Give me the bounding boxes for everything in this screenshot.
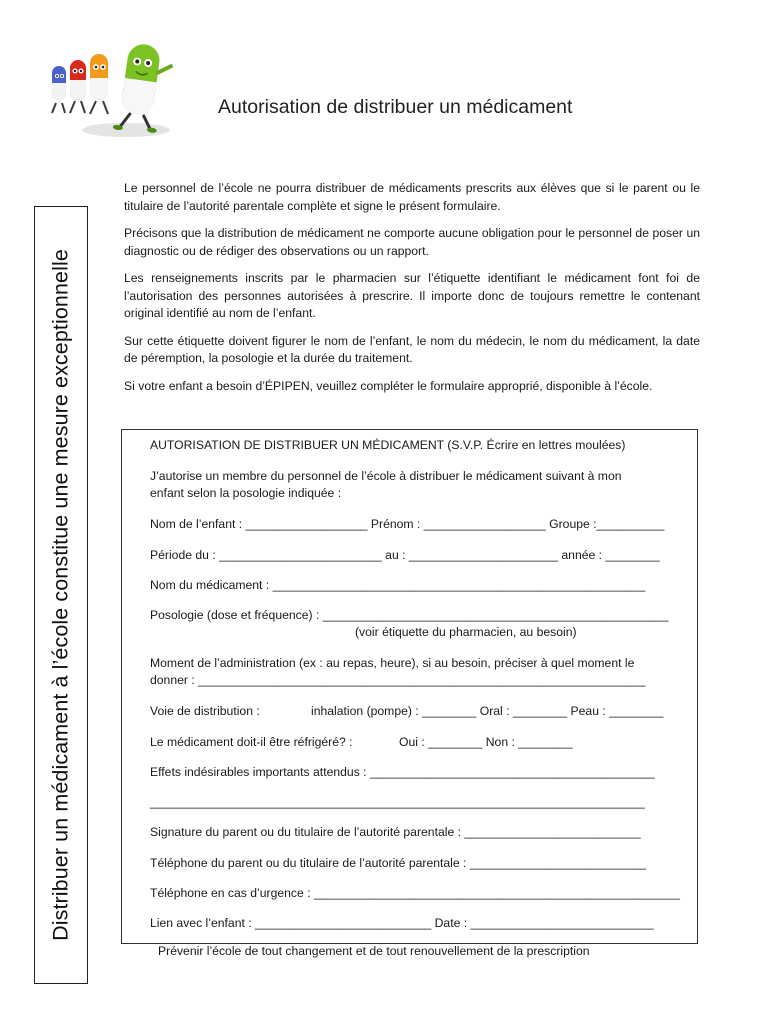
footer-note: Prévenir l’école de tout changement et de tout renouvellement de la prescription xyxy=(158,944,590,958)
pill-characters-logo-image xyxy=(44,40,184,140)
child-name-field[interactable]: Nom de l’enfant : __________________ Prénom : __________________ Groupe :__________ xyxy=(150,517,665,531)
intro-paragraph: Précisons que la distribution de médicament ne comporte aucune obligation pour le personnel de poser un diagnostic ou de rédiger des observations ou un rapport. xyxy=(124,226,700,258)
parent-signature-field[interactable]: Signature du parent ou du titulaire de l’autorité parentale : __________________________ xyxy=(150,825,641,839)
refrigeration-options-field[interactable]: Oui : ________ Non : ________ xyxy=(399,735,573,749)
side-effects-field[interactable]: Effets indésirables importants attendus : __________________________________________ xyxy=(150,765,655,779)
period-field[interactable]: Période du : ________________________ au : ______________________ année : ________ xyxy=(150,548,660,562)
administration-moment-label: Moment de l’administration (ex : au repas, heure), si au besoin, préciser à quel moment le xyxy=(150,656,635,670)
administration-moment-field[interactable]: donner : __________________________________________________________________ xyxy=(150,673,646,687)
page-title: Autorisation de distribuer un médicament xyxy=(218,96,573,118)
relation-date-field[interactable]: Lien avec l’enfant : __________________________ Date : ___________________________ xyxy=(150,916,654,930)
vertical-banner-text: Distribuer un médicament à l’école constitue une mesure exceptionnelle xyxy=(48,249,73,941)
route-label: Voie de distribution : xyxy=(150,704,260,718)
emergency-phone-field[interactable]: Téléphone en cas d’urgence : ______________________________________________________ xyxy=(150,886,680,900)
intro-paragraph: Les renseignements inscrits par le pharmacien sur l’étiquette identifiant le médicament font foi de l’autorisation des personnes autorisées à prescrire. Il importe donc de toujours remettre le contenant original identifié au nom de l’enfant. xyxy=(124,271,700,320)
side-effects-field-continued[interactable]: _________________________________________________________________________ xyxy=(150,795,645,809)
medication-name-field[interactable]: Nom du médicament : _______________________________________________________ xyxy=(150,578,646,592)
dosage-note: (voir étiquette du pharmacien, au besoin) xyxy=(355,625,577,639)
parent-phone-field[interactable]: Téléphone du parent ou du titulaire de l’autorité parentale : __________________________ xyxy=(150,856,647,870)
intro-paragraph: Si votre enfant a besoin d’ÉPIPEN, veuillez compléter le formulaire approprié, disponible à l’école. xyxy=(124,378,653,393)
consent-text-line: enfant selon la posologie indiquée : xyxy=(150,486,342,500)
intro-paragraph: Le personnel de l’école ne pourra distribuer de médicaments prescrits aux élèves que si le parent ou le titulaire de l’autorité parentale complète et signe le présent formulaire. xyxy=(124,181,700,213)
intro-section xyxy=(124,180,700,405)
form-heading: AUTORISATION DE DISTRIBUER UN MÉDICAMENT (S.V.P. Écrire en lettres moulées) xyxy=(150,438,626,452)
intro-paragraph: Sur cette étiquette doivent figurer le nom de l’enfant, le nom du médecin, le nom du médicament, la date de péremption, la posologie et la durée du traitement. xyxy=(124,333,700,365)
dosage-field[interactable]: Posologie (dose et fréquence) : ___________________________________________________ xyxy=(150,608,669,622)
refrigeration-label: Le médicament doit-il être réfrigéré? : xyxy=(150,735,353,749)
consent-text-line: J’autorise un membre du personnel de l’école à distribuer le médicament suivant à mon xyxy=(150,469,622,483)
route-options-field[interactable]: inhalation (pompe) : ________ Oral : ________ Peau : ________ xyxy=(311,704,664,718)
